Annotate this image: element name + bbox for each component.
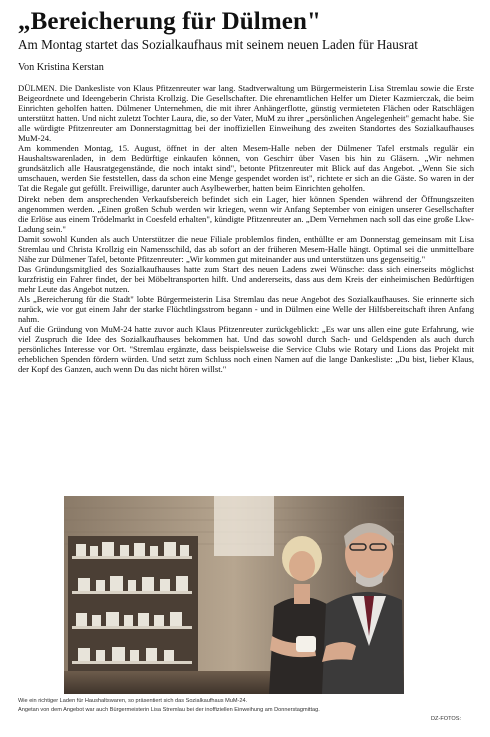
caption-line: Angetan von dem Angebot war auch Bürgermeisterin Lisa Stremlau bei der inoffiziellen Einweihung am Donnerstagmittag.	[18, 706, 320, 713]
paragraph: Als „Bereicherung für die Stadt" lobte Bürgermeisterin Lisa Stremlau das neue Angebot des Sozialkaufhauses. Sie erinnerte sich zurück, wie vor gut einem Jahr der starke Flüchtlingsstrom begann - und in Dülmen eine Welle der Hilfsbereitschaft ihren Anfang nahm.	[18, 293, 474, 325]
paragraph: Am kommenden Montag, 15. August, öffnet in der alten Mesem-Halle neben der Dülmener Tafel erstmals regulär ein Haushaltswarenladen, in dem Bedürftige einkaufen können, von Geschirr über Vasen bis hin zu Gläsern. „Wir nehmen grundsätzlich alle Hausratgegenstände, die noch intakt sind", betonte Pfitzenreuter mit Blick auf das Angebot. „Wenn Sie sich umschauen, werden Sie feststellen, dass da schon eine Menge gespendet worden ist", richtete er sich an die Gäste. So waren in der Tat die Regale gut gefüllt. Freiwillige, darunter auch Asylbewerber, hatten beim Einrichten geholfen.	[18, 143, 474, 194]
photo-caption	[18, 697, 474, 714]
byline: Von Kristina Kerstan	[18, 62, 104, 73]
photo-credit: DZ-FOTOS:	[431, 716, 462, 722]
headline: „Bereicherung für Dülmen"	[18, 8, 321, 35]
paragraph: Das Gründungsmitglied des Sozialkaufhauses hatte zum Start des neuen Ladens zwei Wünsche: dass sich einerseits möglichst kurzfristig ein Fahrer findet, der bei Möbeltransporten hilft. Und andererseits, dass aus dem Kreis der einheimischen Bedürftigen mehr Leute das Angebot nutzen.	[18, 263, 474, 294]
paragraph: Direkt neben dem ansprechenden Verkaufsbereich befindet sich ein Lager, hier können Spenden während der Öffnungszeiten angenommen werden. „Einen großen Schub werden wir kriegen, wenn wir Anfang September von einigen unserer Gesellschafter die Erlöse aus einem Trödelmarkt in Coesfeld erhalten", kündigte Pfitzenreuter an. „Dem Vernehmen nach soll das eine große Lkw-Ladung sein."	[18, 193, 474, 234]
caption-line: Wie ein richtiger Laden für Haushaltswaren, so präsentiert sich das Sozialkaufhaus MuM-24.	[18, 698, 248, 704]
article	[18, 8, 474, 374]
paragraph: Auf die Gründung von MuM-24 hatte zuvor auch Klaus Pfitzenreuter zurückgeblickt: „Es war uns allen eine gute Erfahrung, wie viel Zuspruch die Idee des Sozialkaufhauses bekommen hat. Und das sowohl durch Sach- und Geldspenden als auch durch persönliches Interesse vor Ort. "Stremlau ergänzte, dass beispielsweise die Service Clubs wie Rotary und Lions das Projekt mit erheblichen Spenden fördern würden. Und setzt zum Schluss noch einen Namen auf die lange Dankesliste: „Du bist, lieber Klaus, der Kopf des Ganzen, auch wenn Du das nicht hören willst."	[18, 324, 474, 375]
subheadline: Am Montag startet das Sozialkaufhaus mit seinem neuen Laden für Hausrat	[18, 37, 418, 52]
photo-illustration	[64, 496, 404, 694]
article-photo	[64, 496, 404, 694]
paragraph: DÜLMEN. Die Dankesliste von Klaus Pfitzenreuter war lang. Stadtverwaltung um Bürgermeisterin Lisa Stremlau sowie die Erste Beigeordnete und Ideengeberin Christa Krollzig. Die Gesellschafter. Die ehrenamtlichen Helfer um Dieter Kazmierczak, die beim Einrichten geholfen hatten. Dülmener Unternehmen, die mit ihrer Anhängerflotte, günstig vermieteten Flächen oder Ratschlägen unterstützt hatten. Und nicht zuletzt Tochter Laura, die, so der Vater, MuM zu ihrer „persönlichen Angelegenheit" gemacht habe. Sie alle würdigte Pfitzenreuter am Donnerstagmittag bei der inoffiziellen Einweihung des zweiten Standortes des Sozialkaufhauses MuM-24.	[18, 83, 474, 144]
article-body	[18, 83, 474, 374]
paragraph: Damit sowohl Kunden als auch Unterstützer die neue Filiale problemlos finden, enthüllte er am Donnerstag gemeinsam mit Lisa Stremlau und Christa Krollzig ein Namensschild, das ab sofort an der früheren Mesem-Halle hängt. Optimal sei die unmittelbare Nähe zur Dülmener Tafel, betonte Pfitzenreuter: „Wir kommen gut miteinander aus und unterstützen uns gegenseitig."	[18, 233, 474, 264]
